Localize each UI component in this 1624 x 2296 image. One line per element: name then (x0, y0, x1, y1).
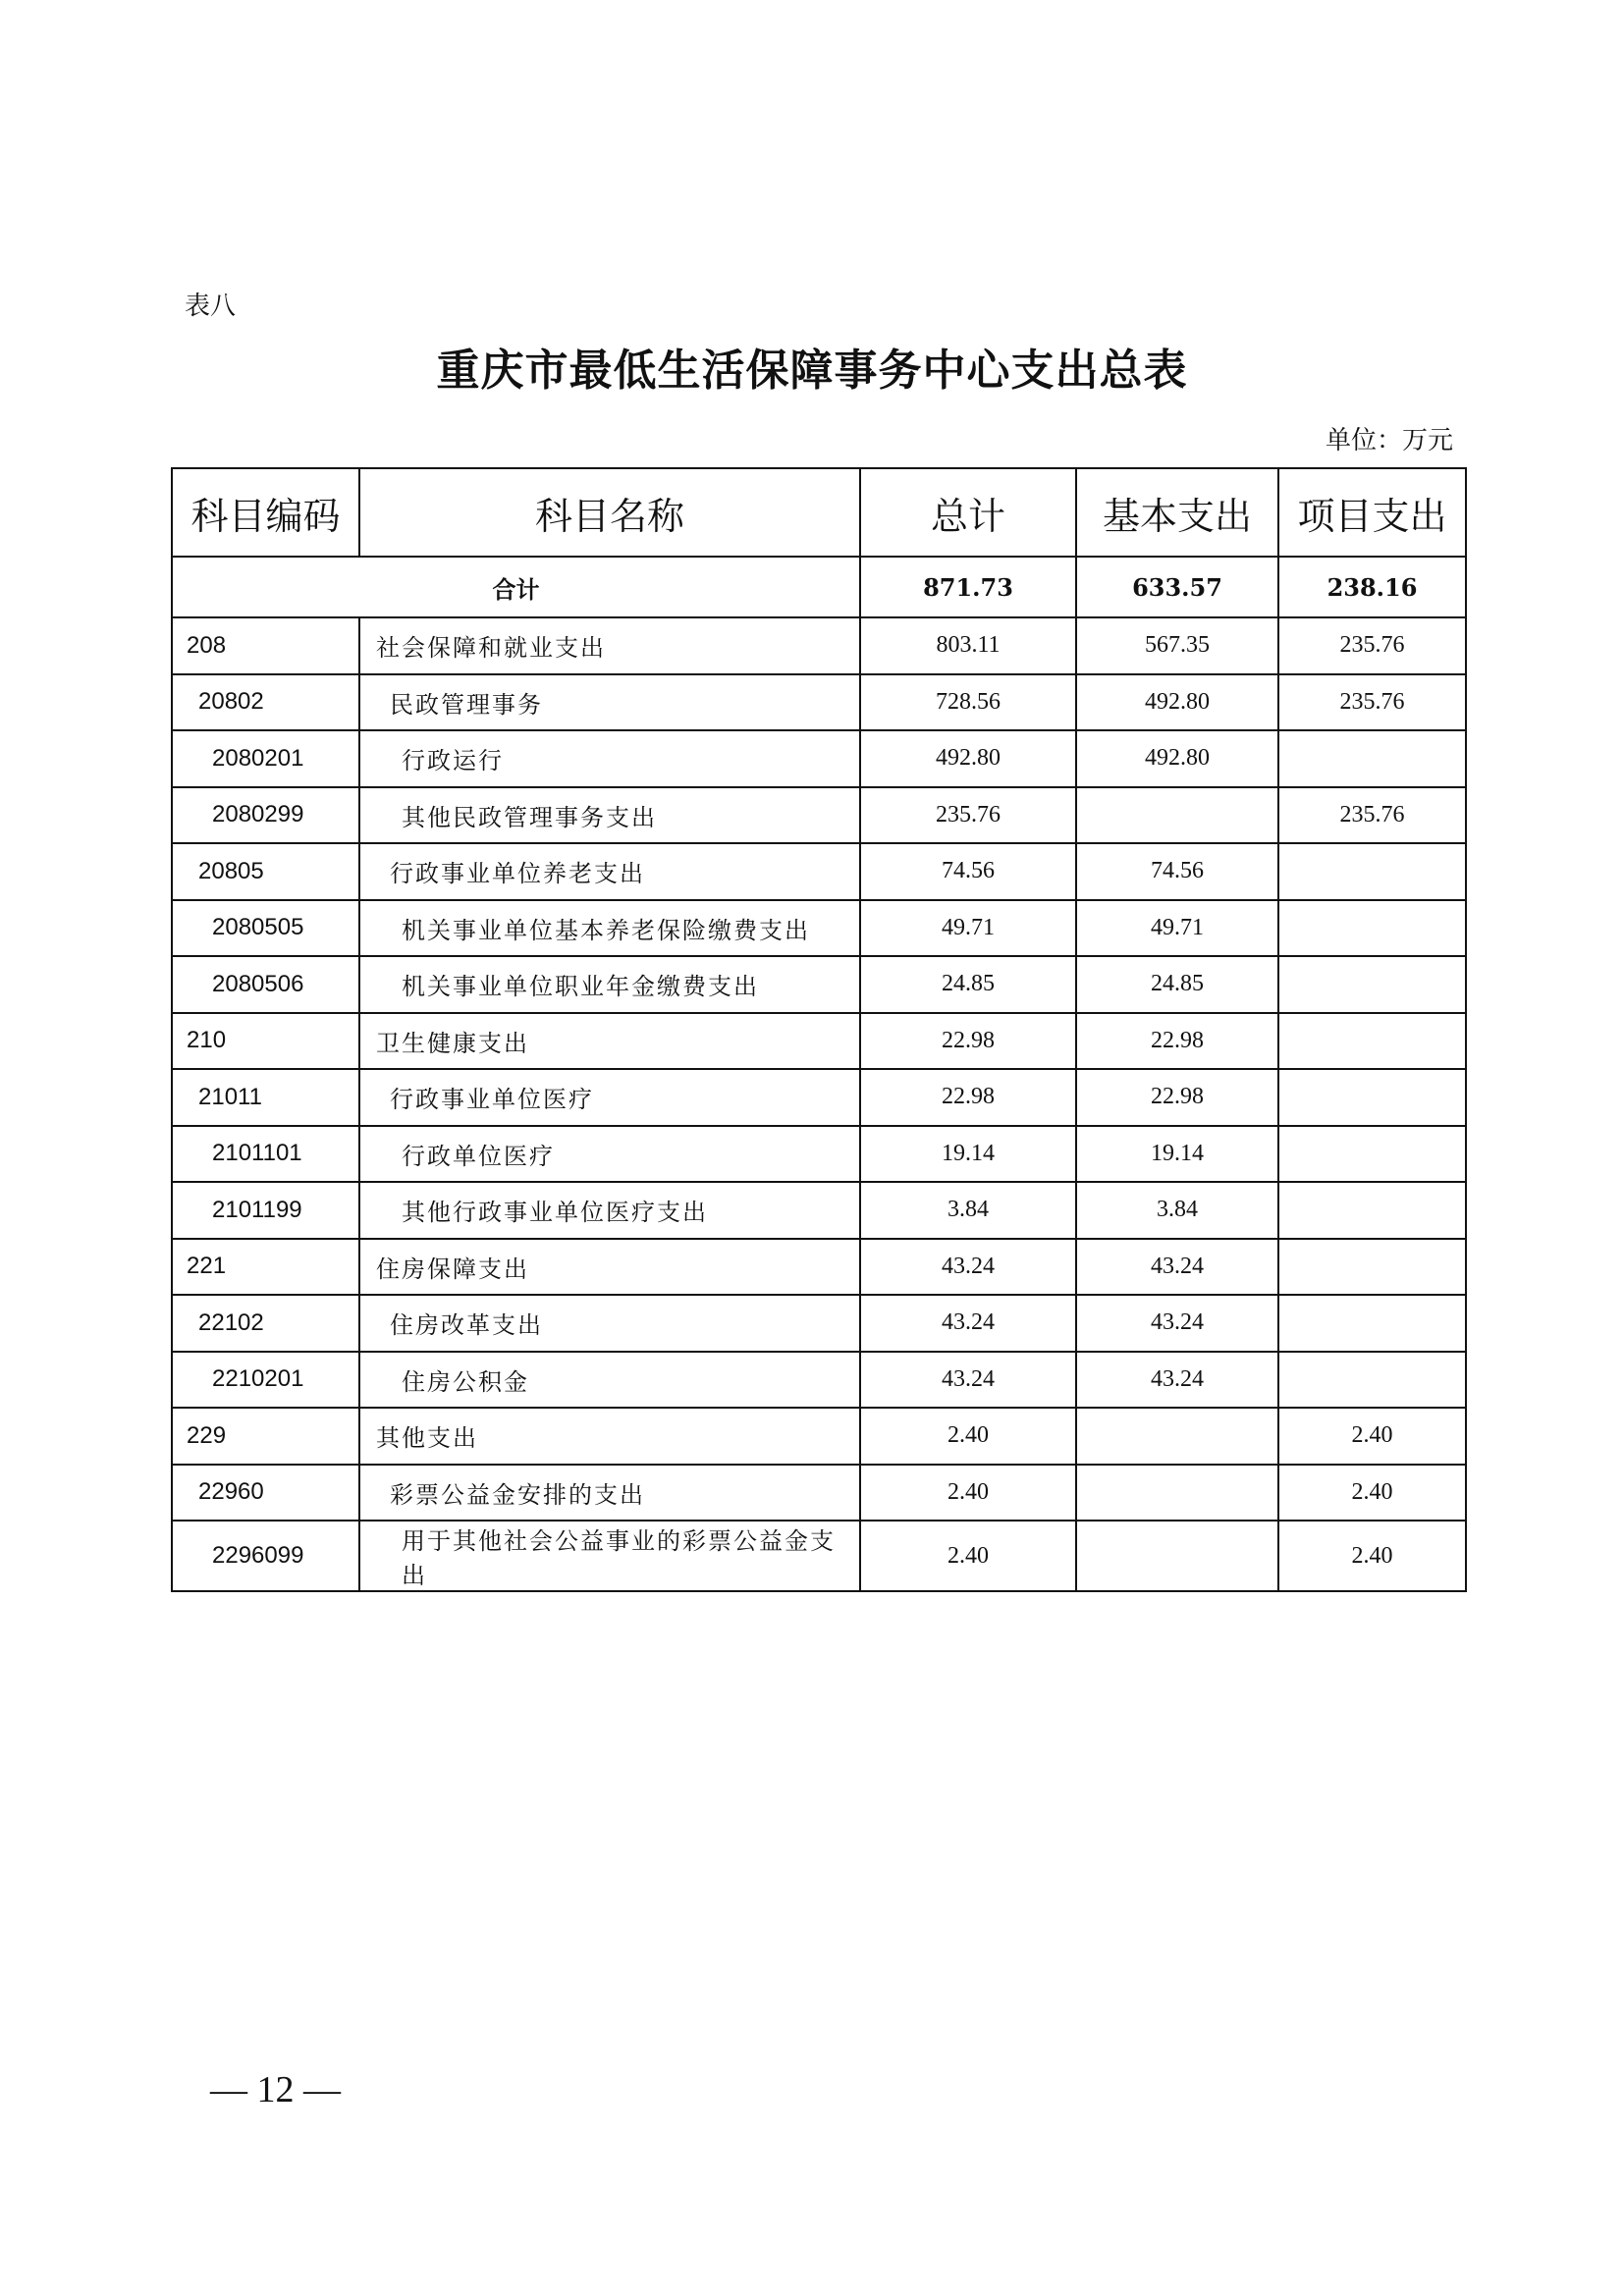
cell-total: 492.80 (860, 730, 1076, 787)
cell-project (1278, 1126, 1466, 1183)
cell-code: 2296099 (172, 1521, 359, 1591)
cell-total: 2.40 (860, 1465, 1076, 1522)
cell-basic: 43.24 (1076, 1352, 1278, 1409)
cell-project (1278, 1182, 1466, 1239)
cell-name: 住房保障支出 (359, 1239, 860, 1296)
cell-name: 住房改革支出 (359, 1295, 860, 1352)
cell-name: 行政事业单位医疗 (359, 1069, 860, 1126)
cell-basic (1076, 1465, 1278, 1522)
cell-project: 235.76 (1278, 674, 1466, 731)
cell-total: 43.24 (860, 1239, 1076, 1296)
cell-basic: 22.98 (1076, 1069, 1278, 1126)
table-row (172, 674, 1466, 731)
cell-basic (1076, 1408, 1278, 1465)
cell-code: 2080201 (172, 730, 359, 787)
total-label: 合计 (172, 557, 860, 617)
cell-total: 2.40 (860, 1408, 1076, 1465)
cell-project (1278, 1352, 1466, 1409)
cell-basic: 24.85 (1076, 956, 1278, 1013)
cell-code: 221 (172, 1239, 359, 1296)
cell-project: 2.40 (1278, 1465, 1466, 1522)
cell-total: 803.11 (860, 617, 1076, 674)
cell-project: 2.40 (1278, 1521, 1466, 1591)
cell-code: 22960 (172, 1465, 359, 1522)
cell-name: 彩票公益金安排的支出 (359, 1465, 860, 1522)
header-code: 科目编码 (172, 468, 359, 557)
cell-name: 用于其他社会公益事业的彩票公益金支出 (359, 1521, 860, 1591)
cell-basic: 19.14 (1076, 1126, 1278, 1183)
cell-code: 20802 (172, 674, 359, 731)
table-row (172, 1521, 1466, 1591)
cell-code: 2080506 (172, 956, 359, 1013)
cell-total: 43.24 (860, 1295, 1076, 1352)
header-total: 总计 (860, 468, 1076, 557)
table-row (172, 1182, 1466, 1239)
cell-total: 728.56 (860, 674, 1076, 731)
table-row (172, 1126, 1466, 1183)
cell-total: 19.14 (860, 1126, 1076, 1183)
cell-basic (1076, 1521, 1278, 1591)
cell-project (1278, 956, 1466, 1013)
cell-name: 住房公积金 (359, 1352, 860, 1409)
cell-name: 社会保障和就业支出 (359, 617, 860, 674)
cell-basic: 22.98 (1076, 1013, 1278, 1070)
cell-basic: 49.71 (1076, 900, 1278, 957)
cell-project (1278, 1239, 1466, 1296)
cell-name: 其他支出 (359, 1408, 860, 1465)
cell-code: 2210201 (172, 1352, 359, 1409)
table-row (172, 956, 1466, 1013)
table-row (172, 1013, 1466, 1070)
cell-name: 其他行政事业单位医疗支出 (359, 1182, 860, 1239)
cell-total: 22.98 (860, 1069, 1076, 1126)
cell-basic (1076, 787, 1278, 844)
table-header-row (172, 468, 1466, 557)
cell-project: 235.76 (1278, 787, 1466, 844)
cell-code: 229 (172, 1408, 359, 1465)
cell-project (1278, 730, 1466, 787)
cell-basic: 567.35 (1076, 617, 1278, 674)
cell-name: 行政事业单位养老支出 (359, 843, 860, 900)
cell-code: 210 (172, 1013, 359, 1070)
cell-code: 20805 (172, 843, 359, 900)
cell-total: 22.98 (860, 1013, 1076, 1070)
header-basic: 基本支出 (1076, 468, 1278, 557)
table-row (172, 1408, 1466, 1465)
unit-note: 单位：万元 (1325, 426, 1453, 455)
cell-name: 机关事业单位基本养老保险缴费支出 (359, 900, 860, 957)
cell-project (1278, 1013, 1466, 1070)
cell-total: 49.71 (860, 900, 1076, 957)
cell-total: 3.84 (860, 1182, 1076, 1239)
cell-code: 2080505 (172, 900, 359, 957)
cell-code: 2080299 (172, 787, 359, 844)
cell-project: 2.40 (1278, 1408, 1466, 1465)
cell-code: 2101101 (172, 1126, 359, 1183)
page-title: 重庆市最低生活保障事务中心支出总表 (436, 346, 1188, 396)
cell-basic: 3.84 (1076, 1182, 1278, 1239)
expenditure-table (171, 467, 1467, 1592)
header-project: 项目支出 (1278, 468, 1466, 557)
cell-code: 21011 (172, 1069, 359, 1126)
total-row (172, 557, 1466, 617)
cell-name: 机关事业单位职业年金缴费支出 (359, 956, 860, 1013)
cell-name: 行政运行 (359, 730, 860, 787)
cell-total: 2.40 (860, 1521, 1076, 1591)
cell-name: 卫生健康支出 (359, 1013, 860, 1070)
table-row (172, 787, 1466, 844)
cell-total: 74.56 (860, 843, 1076, 900)
cell-name: 民政管理事务 (359, 674, 860, 731)
cell-basic: 492.80 (1076, 674, 1278, 731)
cell-code: 22102 (172, 1295, 359, 1352)
cell-project (1278, 1295, 1466, 1352)
cell-code: 208 (172, 617, 359, 674)
cell-basic: 43.24 (1076, 1295, 1278, 1352)
cell-name: 其他民政管理事务支出 (359, 787, 860, 844)
cell-total: 24.85 (860, 956, 1076, 1013)
header-name: 科目名称 (359, 468, 860, 557)
cell-basic: 74.56 (1076, 843, 1278, 900)
cell-name: 行政单位医疗 (359, 1126, 860, 1183)
total-sum: 871.73 (860, 557, 1076, 617)
table-row (172, 617, 1466, 674)
table-row (172, 1352, 1466, 1409)
cell-total: 43.24 (860, 1352, 1076, 1409)
cell-project (1278, 900, 1466, 957)
table-row (172, 1295, 1466, 1352)
table-row (172, 1465, 1466, 1522)
cell-total: 235.76 (860, 787, 1076, 844)
table-row (172, 843, 1466, 900)
table-row (172, 730, 1466, 787)
total-basic: 633.57 (1076, 557, 1278, 617)
table-row (172, 1069, 1466, 1126)
cell-project (1278, 843, 1466, 900)
table-label: 表八 (185, 292, 237, 321)
cell-basic: 492.80 (1076, 730, 1278, 787)
cell-project: 235.76 (1278, 617, 1466, 674)
total-project: 238.16 (1278, 557, 1466, 617)
cell-project (1278, 1069, 1466, 1126)
table-row (172, 900, 1466, 957)
table-row (172, 1239, 1466, 1296)
page-number: — 12 — (210, 2069, 341, 2110)
cell-basic: 43.24 (1076, 1239, 1278, 1296)
cell-code: 2101199 (172, 1182, 359, 1239)
